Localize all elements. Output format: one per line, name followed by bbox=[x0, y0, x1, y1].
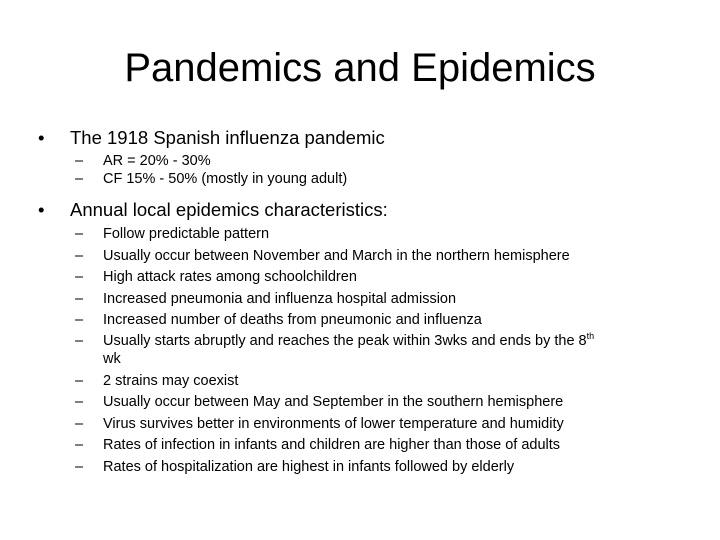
bullet-annual-epidemics bbox=[36, 198, 686, 222]
list-item bbox=[36, 289, 686, 311]
list-item-text: CF 15% - 50% (mostly in young adult) bbox=[103, 171, 348, 187]
list-item-text: Rates of infection in infants and children are higher than those of adults bbox=[103, 437, 561, 453]
dash-icon: – bbox=[75, 312, 84, 328]
slide-title: Pandemics and Epidemics bbox=[124, 46, 596, 90]
dash-icon: – bbox=[75, 372, 84, 389]
list-item-text: Rates of hospitalization are highest in infants followed by elderly bbox=[103, 458, 515, 475]
list-item bbox=[36, 170, 686, 188]
slide-content bbox=[36, 126, 686, 478]
list-item bbox=[36, 224, 686, 246]
dash-icon: – bbox=[75, 437, 84, 453]
dash-icon: – bbox=[75, 226, 84, 242]
dash-icon: – bbox=[75, 394, 84, 410]
dash-icon: – bbox=[75, 153, 84, 169]
dash-icon: – bbox=[75, 269, 84, 285]
bullet-icon: • bbox=[38, 127, 45, 148]
list-item-text: 2 strains may coexist bbox=[103, 372, 239, 389]
dash-icon: – bbox=[75, 415, 84, 432]
list-item-text-continued: wk bbox=[103, 350, 121, 367]
bullet-text: Annual local epidemics characteristics: bbox=[70, 199, 388, 220]
dash-icon: – bbox=[75, 247, 84, 264]
list-item-text: Increased pneumonia and influenza hospital admission bbox=[103, 290, 457, 307]
pandemic-sublist bbox=[36, 152, 686, 188]
epidemics-sublist bbox=[36, 224, 686, 478]
list-item-text: Usually occur between May and September in the southern hemisphere bbox=[103, 394, 564, 410]
list-item bbox=[36, 435, 686, 457]
list-item-text: Follow predictable pattern bbox=[103, 226, 270, 242]
list-item-text: Usually occur between November and March in the northern hemisphere bbox=[103, 247, 570, 264]
list-item bbox=[36, 152, 686, 170]
list-item bbox=[36, 371, 686, 393]
bullet-icon: • bbox=[38, 199, 45, 220]
list-item-text: Virus survives better in environments of lower temperature and humidity bbox=[103, 415, 564, 432]
list-item-text: AR = 20% - 30% bbox=[103, 153, 211, 169]
list-item bbox=[36, 414, 686, 436]
list-item bbox=[36, 246, 686, 268]
bullet-text: The 1918 Spanish influenza pandemic bbox=[70, 127, 385, 148]
list-item bbox=[36, 267, 686, 289]
list-item bbox=[36, 310, 686, 332]
list-item bbox=[36, 332, 686, 371]
list-item-text: Increased number of deaths from pneumonic and influenza bbox=[103, 312, 482, 328]
dash-icon: – bbox=[75, 290, 84, 307]
list-item-text: Usually starts abruptly and reaches the peak within 3wks and ends by the 8 bbox=[103, 332, 587, 349]
dash-icon: – bbox=[75, 171, 84, 187]
ordinal-suffix: th bbox=[586, 330, 595, 341]
dash-icon: – bbox=[75, 332, 84, 349]
list-item-text: High attack rates among schoolchildren bbox=[103, 269, 357, 285]
bullet-1918-pandemic bbox=[36, 126, 686, 150]
dash-icon: – bbox=[75, 458, 84, 475]
list-item bbox=[36, 457, 686, 479]
list-item bbox=[36, 392, 686, 414]
